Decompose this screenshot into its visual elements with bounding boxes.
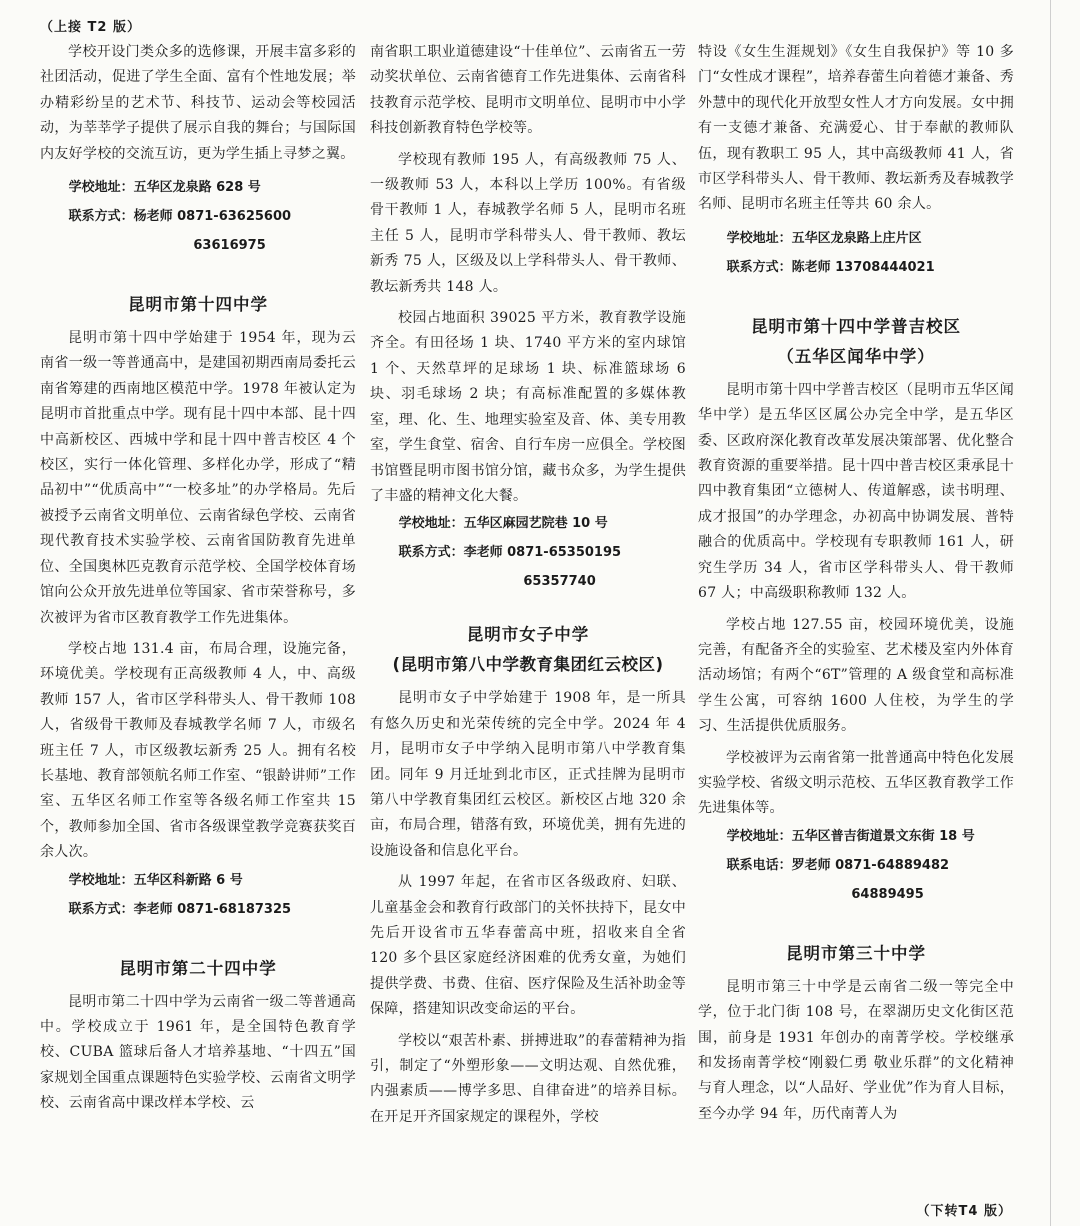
school-contact: 联系方式：陈老师 13708444021 [726,259,935,275]
paragraph: 学校现有教师 195 人，有高级教师 75 人、一级教师 53 人，本科以上学历 100%。有省级骨干教师 1 人，春城教学名师 5 人，昆明市名班主任 5 人，昆明市学科带头人、骨干教师、教坛新秀 75 人，区级及以上学科带头人、骨干教师、教坛新秀共 148 人。 [370,151,686,295]
school-subtitle: （五华区闻华中学） [777,346,935,366]
continued-from-label: （上接 T2 版） [40,20,141,35]
paragraph: 学校被评为云南省第一批普通高中特色化发展实验学校、省级文明示范校、五华区教育教学工作先进集体等。 [698,749,1014,817]
contact-extra-phone: 63616975 [193,238,266,254]
paragraph: 昆明市第二十四中学为云南省一级二等普通高中。学校成立于 1961 年，是全国特色教育学校、CUBA 篮球后备人才培养基地、“十四五”国家规划全国重点课题特色实验学校、云南省文明学校、云南省高中课改样本学校、云 [40,993,356,1112]
school-contact: 联系方式：李老师 0871-65350195 65357740 [370,538,686,596]
school-address: 学校地址：五华区科新路 6 号 [68,872,243,888]
column-2 [370,40,686,1200]
school-title: 昆明市女子中学 [466,625,590,645]
paragraph: 学校占地 127.55 亩，校园环境优美，设施完善，有配备齐全的实验室、艺术楼及室内外体育活动场馆；有两个“6T”管理的 A 级食堂和高标准学生公寓，可容纳 1600 人住校，为学生的学习、生活提供优质服务。 [698,616,1014,735]
school-address: 学校地址：五华区普吉街道景文东街 18 号 [726,828,975,844]
continued-to-label: （下转T4 版） [916,1204,1012,1219]
contact-extra-phone: 64889495 [851,886,924,902]
school-contact: 联系方式：李老师 0871-68187325 [68,901,292,917]
paragraph: 校园占地面积 39025 平方米，教育教学设施齐全。有田径场 1 块、1740 平方米的室内球馆 1 个、天然草坪的足球场 1 块、标准篮球场 6 块、羽毛球场 2 块；有高标准配置的多媒体教室，理、化、生、地理实验室及音、体、美专用教室，学生食堂、宿舍、自行车房一应俱全。学校图书馆暨昆明市图书馆分馆，藏书众多，为学生提供了丰盛的精神文化大餐。 [370,310,686,504]
paragraph: 学校开设门类众多的选修课，开展丰富多彩的社团活动，促进了学生全面、富有个性地发展；举办精彩纷呈的艺术节、科技节、运动会等校园活动，为莘莘学子提供了展示自我的舞台；与国际国内友好学校的交流互访，更为学生插上寻梦之翼。 [40,44,356,162]
paragraph: 学校占地 131.4 亩，布局合理，设施完备，环境优美。学校现有正高级教师 4 人，中、高级教师 157 人，省市区学科带头人、骨干教师 108 人，省级骨干教师及春城教学名师 7 人，市级名班主任 7 人，市区级教坛新秀 25 人。拥有名校长基地、教育部领航名师工作室、“银龄讲师”工作室、五华区名师工作室等各级名师工作室共 15 个，教师参加全国、省市各级课堂教学竞赛获奖百余人次。 [40,640,356,861]
column-3 [698,40,1014,1200]
paragraph: 昆明市女子中学始建于 1908 年，是一所具有悠久历史和光荣传统的完全中学。2024 年 4 月，昆明市女子中学纳入昆明市第八中学教育集团。同年 9 月迁址到北市区，正式挂牌为昆明市第八中学教育集团红云校区。新校区占地 320 余亩，布局合理，错落有致，环境优美，拥有先进的设施设备和信息化平台。 [370,690,686,859]
contact-extra-phone: 65357740 [523,574,596,590]
paragraph: 南省职工职业道德建设“十佳单位”、云南省五一劳动奖状单位、云南省德育工作先进集体、云南省科技教育示范学校、昆明市文明单位、昆明市中小学科技创新教育特色学校等。 [370,44,686,137]
school-title: 昆明市第三十中学 [786,943,926,963]
school-contact: 联系方式：杨老师 0871-63625600 63616975 [40,202,356,260]
school-address: 学校地址：五华区龙泉路上庄片区 [726,230,922,246]
paragraph: 学校以“艰苦朴素、拼搏进取”的春蕾精神为指引，制定了“外塑形象——文明达观、自然优雅，内强素质——博学多思、自律奋进”的培养目标。在开足开齐国家规定的课程外，学校 [370,1032,686,1125]
school-title: 昆明市第十四中学普吉校区 [751,316,961,336]
school-address: 学校地址：五华区麻园艺院巷 10 号 [398,516,608,532]
page-edge-rule [1050,0,1051,1226]
paragraph: 昆明市第三十中学是云南省二级一等完全中学，位于北门街 108 号，在翠湖历史文化街区范围，前身是 1931 年创办的南菁学校。学校继承和发扬南菁学校“刚毅仁勇 敬业乐群”的文化精神与育人理念，以“人品好、学业优”作为育人目标，至今办学 94 年，历代南菁人为 [698,978,1014,1122]
column-1 [40,40,356,1200]
paragraph: 昆明市第十四中学始建于 1954 年，现为云南省一级一等普通高中，是建国初期西南局委托云南省筹建的西南地区模范中学。1978 年被认定为昆明市首批重点中学。现有昆十四中本部、昆十四中高新校区、西城中学和昆十四中普吉校区 4 个校区，实行一体化管理、多样化办学，形成了“精品初中”“优质高中”“一校多址”的办学格局。先后被授予云南省文明单位、云南省绿色学校、云南省现代教育技术实验学校、云南省国防教育先进单位、全国奥林匹克教育示范学校、全国学校体育场馆向公众开放先进单位等国家、省市荣誉称号，多次被评为省市区教育教学工作先进集体。 [40,330,356,626]
school-title: 昆明市第二十四中学 [119,958,277,978]
school-title: 昆明市第十四中学 [128,295,268,315]
school-subtitle: (昆明市第八中学教育集团红云校区) [392,655,664,675]
school-address: 学校地址：五华区龙泉路 628 号 [68,180,261,196]
paragraph: 从 1997 年起，在省市区各级政府、妇联、儿童基金会和教育行政部门的关怀扶持下，昆女中先后开设省市五华春蕾高中班，招收来自全省 120 多个县区家庭经济困难的优秀女童，为她们提供学费、书费、住宿、医疗保险及生活补助金等保障，搭建知识改变命运的平台。 [370,874,686,1018]
paragraph: 昆明市第十四中学普吉校区（昆明市五华区闻华中学）是五华区区属公办完全中学，是五华区委、区政府深化教育改革发展决策部署、优化整合教育资源的重要举措。昆十四中普吉校区秉承昆十四中教育集团“立德树人、传道解惑，读书明理、成才报国”的办学理念，办初高中协调发展、普特融合的优质高中。学校现有专职教师 161 人，研究生学历 34 人，省市区学科带头人、骨干教师 67 人；中高级职称教师 132 人。 [698,381,1014,602]
paragraph: 特设《女生生涯规划》《女生自我保护》等 10 多门“女性成才课程”，培养春蕾生向着德才兼备、秀外慧中的现代化开放型女性人才方向发展。女中拥有一支德才兼备、充满爱心、甘于奉献的教师队伍，现有教职工 95 人，其中高级教师 41 人，省市区学科带头人、骨干教师、教坛新秀及春城教学名师、昆明市名班主任等共 60 余人。 [698,44,1014,213]
school-contact: 联系电话：罗老师 0871-64889482 64889495 [698,851,1014,909]
